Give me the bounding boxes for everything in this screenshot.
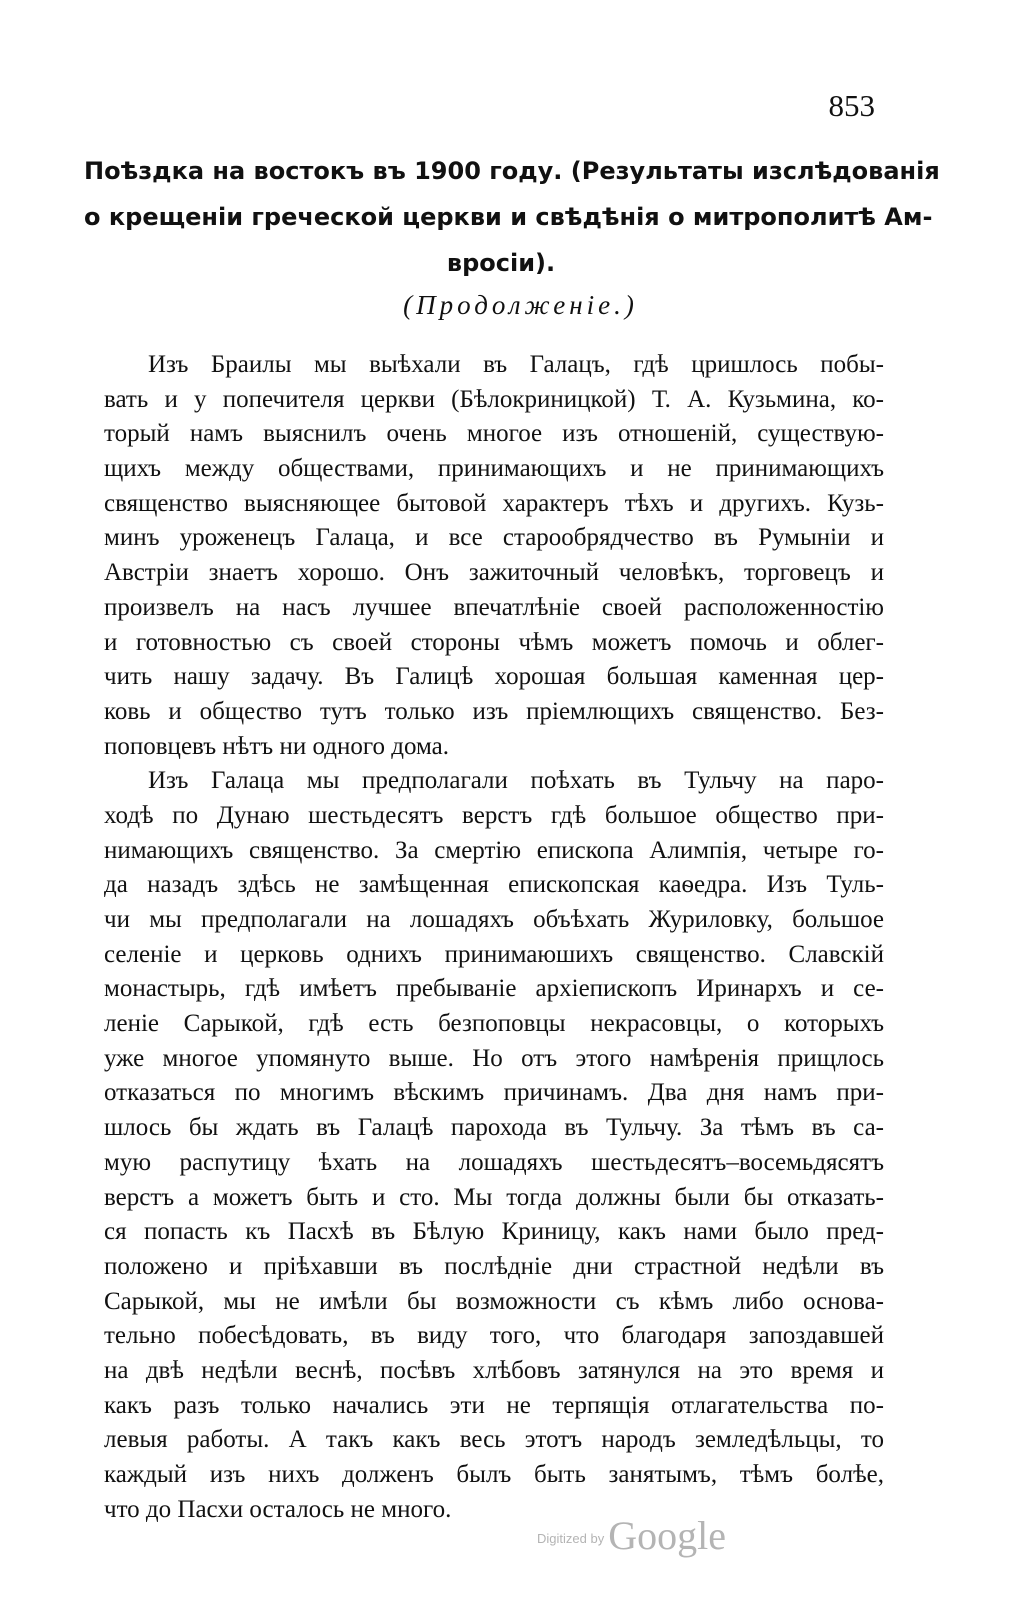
- text-line: положено и пріѣхавши въ послѣдніе дни страстной недѣли въ: [104, 1252, 884, 1280]
- text-line: Изъ Браилы мы выѣхали въ Галацъ, гдѣ цришлось побы-: [148, 351, 884, 378]
- text-line: тельно побесѣдовать, въ виду того, что благодаря запоздавшей: [104, 1322, 884, 1350]
- text-line: щихъ между обществами, принимающихъ и не принимающихъ: [104, 455, 884, 483]
- text-line: монастырь, гдѣ имѣетъ пребываніе архіепископъ Иринархъ и се-: [104, 975, 884, 1003]
- text-line: вать и у попечителя церкви (Бѣлокриницкой) Т. А. Кузьмина, ко-: [104, 385, 884, 413]
- text-line: леніе Сарыкой, гдѣ есть безпоповцы некрасовцы, о которыхъ: [104, 1010, 884, 1038]
- text-line: чить нашу задачу. Въ Галицѣ хорошая большая каменная цер-: [104, 663, 884, 691]
- google-logo: Google: [608, 1513, 726, 1558]
- text-line: каждый изъ нихъ долженъ былъ быть занятымъ, тѣмъ болѣе,: [104, 1461, 884, 1488]
- title-line: Поѣздка на востокъ въ 1900 году. (Результаты изслѣдованія: [84, 157, 940, 185]
- text-line: минъ уроженецъ Галаца, и все старообрядчество въ Румыніи и: [104, 524, 884, 552]
- text-line: поповцевъ нѣтъ ни одного дома.: [104, 732, 449, 760]
- text-line: чи мы предполагали на лошадяхъ объѣхать Журиловку, большое: [104, 906, 884, 933]
- text-line: отказаться по многимъ вѣскимъ причинамъ. Два дня намъ при-: [104, 1079, 884, 1107]
- text-line: верстъ а можетъ быть и сто. Мы тогда должны были бы отказать-: [104, 1183, 884, 1211]
- text-line: на двѣ недѣли веснѣ, посѣвъ хлѣбовъ затянулся на это время и: [104, 1356, 884, 1384]
- text-line: ся попасть къ Пасхѣ въ Бѣлую Криницу, какъ нами было пред-: [104, 1218, 884, 1246]
- body-text: [104, 348, 884, 1527]
- text-line: произвелъ на насъ лучшее впечатлѣніе своей расположенностію: [104, 593, 884, 621]
- text-line: ковь и общество тутъ только изъ пріемлющихъ священство. Без-: [104, 697, 884, 725]
- text-line: торый намъ выяснилъ очень многое изъ отношеній, существую-: [104, 420, 884, 448]
- text-line: ходѣ по Дунаю шестьдесятъ верстъ гдѣ большое общество при-: [104, 801, 884, 829]
- article-title: [84, 148, 940, 286]
- text-line: какъ разъ только начались эти не терпящія отлагательства по-: [104, 1391, 884, 1419]
- text-line: и готовностью съ своей стороны чѣмъ можетъ помочь и облег-: [104, 628, 884, 656]
- text-line: нимающихъ священство. За смертію епископа Алимпія, четыре го-: [104, 836, 884, 864]
- title-line: о крещеніи греческой церкви и свѣдѣнія о митрополитѣ Ам-: [84, 203, 933, 231]
- text-line: что до Пасхи осталось не много.: [104, 1495, 452, 1523]
- text-line: левыя работы. А такъ какъ весь этотъ народъ земледѣльцы, то: [104, 1426, 884, 1454]
- text-line: Австріи знаетъ хорошо. Онъ зажиточный человѣкъ, торговецъ и: [104, 559, 884, 587]
- text-line: священство выясняющее бытовой характеръ тѣхъ и другихъ. Кузь-: [104, 489, 884, 517]
- text-line: селеніе и церковь однихъ принимаюшихъ священство. Славскій: [104, 940, 884, 968]
- text-line: Сарыкой, мы не имѣли бы возможности съ кѣмъ либо основа-: [104, 1287, 884, 1315]
- watermark-prefix: Digitized by: [537, 1531, 605, 1546]
- text-line: мую распутицу ѣхать на лошадяхъ шестьдесятъ–восемьдясятъ: [104, 1148, 884, 1176]
- continuation-subtitle: (Продолженіе.): [403, 290, 638, 320]
- text-line: Изъ Галаца мы предполагали поѣхать въ Тульчу на паро-: [148, 767, 884, 795]
- text-line: шлось бы ждать въ Галацѣ парохода въ Тульчу. За тѣмъ въ са-: [104, 1114, 884, 1142]
- digitized-watermark: [537, 1512, 726, 1559]
- page-number: 853: [828, 88, 875, 123]
- title-line: вросіи).: [446, 249, 556, 277]
- text-line: да назадъ здѣсь не замѣщенная епископская каѳедра. Изъ Туль-: [104, 871, 884, 899]
- text-line: уже многое упомянуто выше. Но отъ этого намѣренія прищлось: [104, 1044, 884, 1072]
